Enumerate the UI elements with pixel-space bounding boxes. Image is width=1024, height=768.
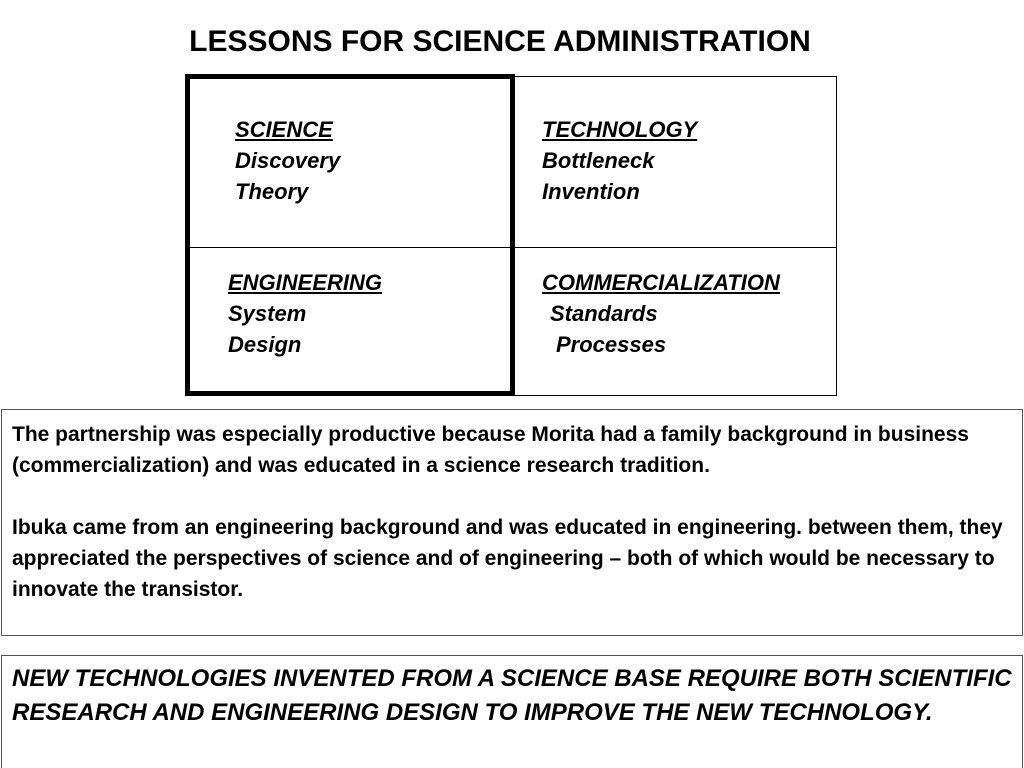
quadrant-heading: COMMERCIALIZATION bbox=[542, 270, 780, 295]
quadrant-item: Theory bbox=[235, 179, 309, 204]
quadrant-heading: ENGINEERING bbox=[228, 270, 383, 295]
page-title: LESSONS FOR SCIENCE ADMINISTRATION bbox=[189, 25, 811, 58]
quadrant-heading: TECHNOLOGY bbox=[542, 117, 698, 142]
quadrant-item: Invention bbox=[542, 179, 640, 204]
quadrant-heading: SCIENCE bbox=[235, 117, 333, 142]
explanation-paragraph: The partnership was especially productive because Morita had a family background in business (commercialization) and was educated in a science research tradition. bbox=[12, 423, 969, 477]
quadrant-item: Standards bbox=[550, 301, 658, 326]
quadrant-item: Design bbox=[228, 332, 302, 357]
quadrant-item: Processes bbox=[556, 332, 667, 357]
conclusion-textbox: NEW TECHNOLOGIES INVENTED FROM A SCIENCE BASE REQUIRE BOTH SCIENTIFIC RESEARCH AND ENGINEERING DESIGN TO IMPROVE THE NEW TECHNOLOGY. bbox=[1, 655, 1023, 768]
quadrant-item: System bbox=[228, 301, 307, 326]
quadrant-technology bbox=[542, 114, 697, 207]
quadrant-item: Discovery bbox=[235, 148, 341, 173]
explanation-textbox bbox=[1, 409, 1023, 636]
quadrant-engineering bbox=[228, 267, 382, 360]
explanation-paragraph: Ibuka came from an engineering background and was educated in engineering. between them, they appreciated the perspectives of science and of engineering – both of which would be necessary to innovate the transistor. bbox=[12, 516, 1003, 601]
quadrant-science bbox=[235, 114, 340, 207]
quadrant-commercialization bbox=[542, 267, 780, 360]
quadrant-item: Bottleneck bbox=[542, 148, 655, 173]
